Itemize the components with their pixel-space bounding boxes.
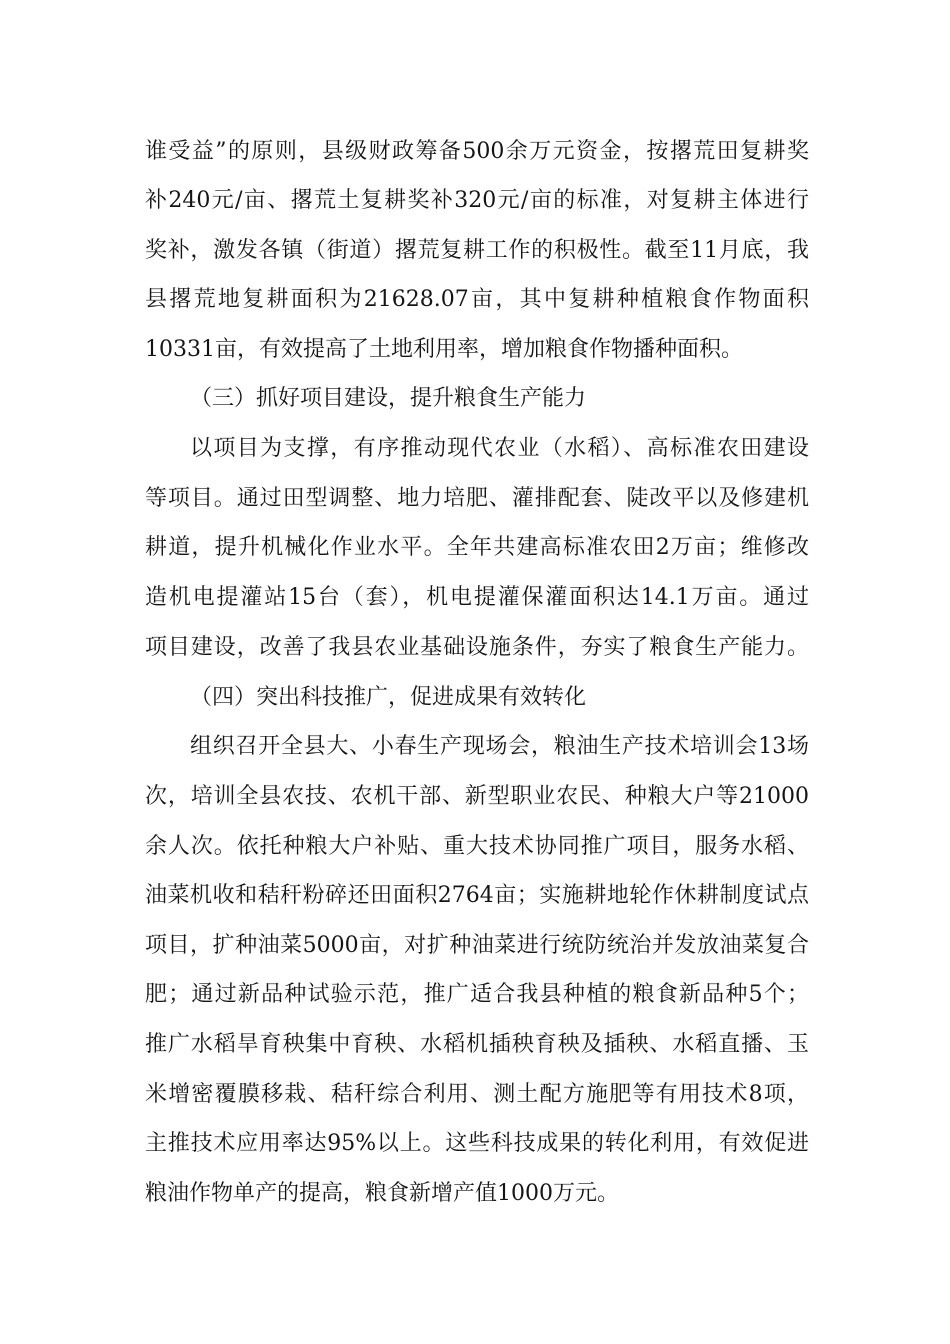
paragraph-line: 谁受益”的原则，县级财政筹备500余万元资金，按撂荒田复耕奖: [145, 139, 809, 164]
paragraph-line: 米增密覆膜移栽、秸秆综合利用、测土配方施肥等有用技术8项，: [145, 1082, 809, 1107]
paragraph-line: 补240元/亩、撂荒土复耕奖补320元/亩的标准，对复耕主体进行: [145, 188, 809, 213]
paragraph-line: 次，培训全县农技、农机干部、新型职业农民、种粮大户等21000: [145, 784, 809, 809]
paragraph-line: 余人次。依托种粮大户补贴、重大技术协同推广项目，服务水稻、: [145, 834, 809, 859]
section-heading: （三）抓好项目建设，提升粮食生产能力: [190, 386, 587, 411]
paragraph-line: 肥；通过新品种试验示范，推广适合我县种植的粮食新品种5个；: [145, 982, 809, 1007]
paragraph-line: 县撂荒地复耕面积为21628.07亩，其中复耕种植粮食作物面积: [145, 287, 809, 312]
section-heading: （四）突出科技推广，促进成果有效转化: [190, 685, 587, 710]
paragraph-line: 主推技术应用率达95%以上。这些科技成果的转化利用，有效促进: [145, 1131, 809, 1156]
paragraph-line: 等项目。通过田型调整、地力培肥、灌排配套、陡改平以及修建机: [145, 486, 809, 511]
paragraph-line: 造机电提灌站15台（套），机电提灌保灌面积达14.1万亩。通过: [145, 585, 809, 610]
paragraph-line: 耕道，提升机械化作业水平。全年共建高标准农田2万亩；维修改: [145, 535, 809, 560]
paragraph-line: 项目建设，改善了我县农业基础设施条件，夯实了粮食生产能力。: [145, 635, 809, 660]
paragraph-line: 推广水稻旱育秧集中育秧、水稻机插秧育秧及插秧、水稻直播、玉: [145, 1032, 809, 1057]
paragraph-line: 项目，扩种油菜5000亩，对扩种油菜进行统防统治并发放油菜复合: [145, 933, 809, 958]
paragraph-line: 粮油作物单产的提高，粮食新增产值1000万元。: [145, 1181, 619, 1206]
paragraph-line: 组织召开全县大、小春生产现场会，粮油生产技术培训会13场: [190, 734, 809, 759]
paragraph-line: 奖补，激发各镇（街道）撂荒复耕工作的积极性。截至11月底，我: [145, 238, 809, 263]
paragraph-line: 油菜机收和秸秆粉碎还田面积2764亩；实施耕地轮作休耕制度试点: [145, 883, 809, 908]
paragraph-line: 以项目为支撑，有序推动现代农业（水稻）、高标准农田建设: [190, 436, 809, 461]
paragraph-line: 10331亩，有效提高了土地利用率，增加粮食作物播种面积。: [145, 337, 743, 362]
